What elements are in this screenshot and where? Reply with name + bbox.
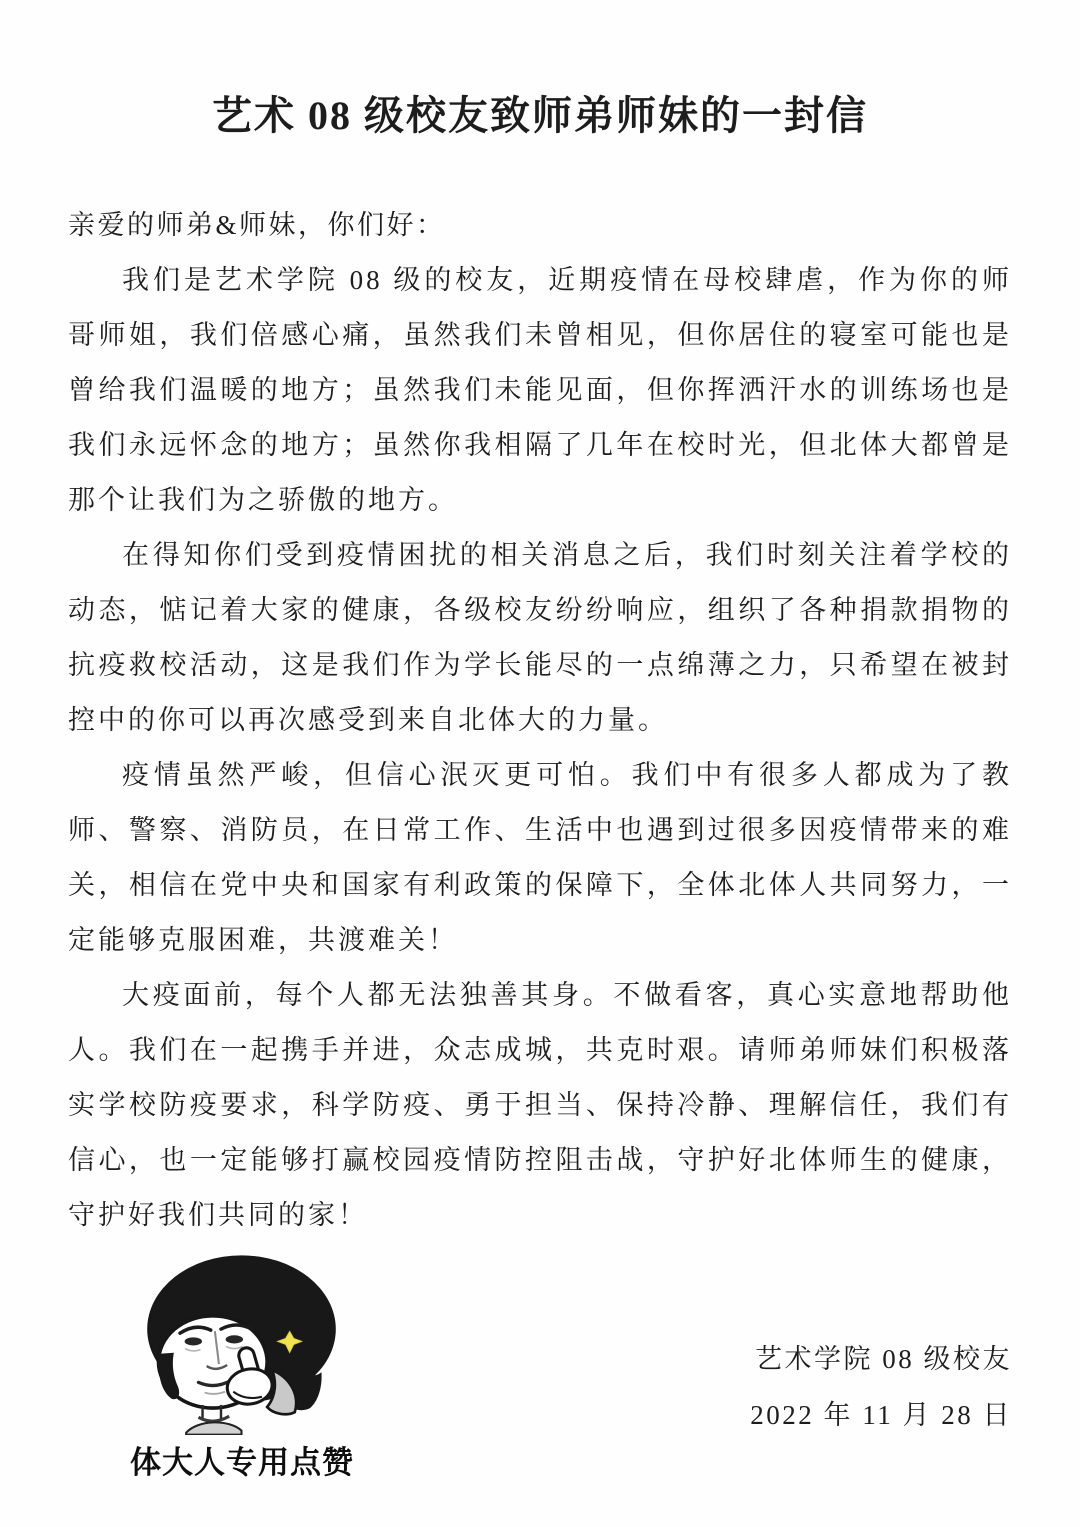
thumbs-up-meme: [130, 1255, 352, 1482]
letter-paragraph: 疫情虽然严峻，但信心泯灭更可怕。我们中有很多人都成为了教师、警察、消防员，在日常工作、生活中也遇到过很多因疫情带来的难关，相信在党中央和国家有利政策的保障下，全体北体人共同努力，一定能够克服困难，共渡难关！: [68, 760, 1012, 955]
letter-body: [68, 253, 1012, 1243]
letter-title: 艺术 08 级校友致师弟师妹的一封信: [212, 93, 868, 138]
letter-paragraph: 我们是艺术学院 08 级的校友，近期疫情在母校肆虐，作为你的师哥师姐，我们倍感心痛，虽然我们未曾相见，但你居住的寝室可能也是曾给我们温暖的地方；虽然我们未能见面，但你挥洒汗水的训练场也是我们永远怀念的地方；虽然你我相隔了几年在校时光，但北体大都曾是那个让我们为之骄傲的地方。: [68, 265, 1012, 515]
signature-block: [750, 1331, 1012, 1443]
letter-paragraph: 大疫面前，每个人都无法独善其身。不做看客，真心实意地帮助他人。我们在一起携手并进，众志成城，共克时艰。请师弟师妹们积极落实学校防疫要求，科学防疫、勇于担当、保持冷静、理解信任，我们有信心，也一定能够打赢校园疫情防控阻击战，守护好北体师生的健康，守护好我们共同的家！: [68, 980, 1012, 1230]
letter-paragraph: 在得知你们受到疫情困扰的相关消息之后，我们时刻关注着学校的动态，惦记着大家的健康，各级校友纷纷响应，组织了各种捐款捐物的抗疫救校活动，这是我们作为学长能尽的一点绵薄之力，只希望在被封控中的你可以再次感受到来自北体大的力量。: [68, 540, 1012, 735]
signature: 艺术学院 08 级校友: [755, 1344, 1012, 1374]
date: 2022 年 11 月 28 日: [750, 1400, 1012, 1430]
meme-character-illustration: [139, 1255, 344, 1435]
meme-caption: 体大人专用点赞: [130, 1445, 354, 1480]
letter-footer: [68, 1245, 1012, 1520]
salutation: 亲爱的师弟&师妹，你们好：: [68, 210, 446, 240]
